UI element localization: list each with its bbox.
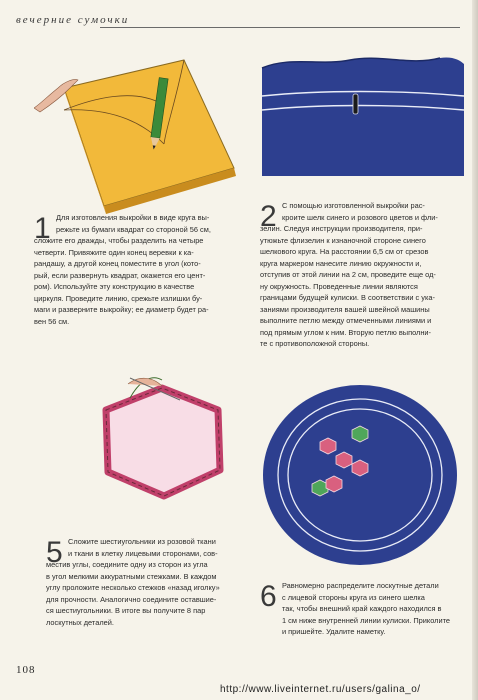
step-5	[46, 536, 246, 628]
text-line: вен 56 см.	[34, 316, 70, 326]
text-line: лоскутных деталей.	[46, 617, 114, 627]
text-line: режьте из бумаги квадрат со стороной 56 см,	[56, 224, 211, 234]
text-line: кроите шелк синего и розового цветов и фли-	[282, 212, 438, 222]
text-line: в угол мелкими аккуратными стежками. В каждом	[46, 571, 217, 581]
step-text	[260, 580, 460, 638]
text-line: С помощью изготовленной выкройки рас-	[282, 201, 425, 210]
text-line: выполните петлю между отмеченными линиями и	[260, 316, 432, 325]
text-line: те с противоположной стороны.	[260, 339, 370, 348]
text-line: с лицевой стороны круга из синего шелка	[282, 592, 425, 602]
step-number: 1	[34, 212, 51, 245]
footer-url[interactable]: http://www.liveinternet.ru/users/galina_o/	[220, 684, 421, 695]
page-number: 108	[16, 664, 36, 676]
hexagon-sewing-illustration	[70, 370, 260, 520]
step-text	[260, 200, 460, 350]
step-number: 2	[260, 200, 277, 233]
silk-circle-patchwork-illustration	[256, 380, 464, 570]
text-line: местив углы, соедините одну из сторон из угла	[46, 560, 208, 569]
text-line: Сложите шестиугольники из розовой ткани	[68, 537, 216, 546]
step-1	[34, 212, 248, 327]
text-line: рандашу, а другой конец поместите в угол (кото-	[34, 259, 201, 268]
silk-buttonhole-illustration	[260, 50, 466, 180]
section-header: вечерние сумочки	[16, 14, 130, 26]
step-number: 5	[46, 536, 63, 569]
text-line: Равномерно распределите лоскутные детали	[282, 581, 439, 590]
text-line: и ткани в клетку лицевыми сторонами, сов-	[68, 548, 218, 558]
step-number: 6	[260, 580, 277, 613]
text-line: утюжьте флизелин к изнаночной стороне синего	[260, 235, 426, 245]
text-line: круга маркером нанесите линию окружности и,	[260, 258, 422, 268]
text-line: под прямым углом к ним. Вторую петлю выполни-	[260, 327, 432, 337]
page-edge	[472, 0, 478, 700]
step-2	[260, 200, 460, 350]
text-line: маги и разверните выкройку; ее диаметр будет ра-	[34, 305, 209, 314]
text-line: рый, если развернуть квадрат, окажется его цент-	[34, 270, 206, 280]
text-line: Для изготовления выкройки в виде круга вы-	[56, 213, 210, 222]
header-rule	[100, 27, 460, 28]
text-line: 1 см ниже внутренней линии кулиски. Приколите	[282, 615, 451, 625]
text-line: ром). Используйте эту конструкцию в качестве	[34, 282, 195, 291]
text-line: заниями производителя вашей швейной машины	[260, 304, 430, 314]
step-6	[260, 580, 460, 638]
text-line: циркуля. Проведите линию, срежьте излишки бу-	[34, 293, 203, 303]
text-line: ну окружность. Проведенные линии являются	[260, 281, 418, 291]
step-text	[46, 536, 246, 628]
text-line: зелин. Следуя инструкции производителя, при-	[260, 224, 423, 233]
paper-compass-illustration	[34, 48, 246, 218]
text-line: ся шестиугольники. В итоге вы получите 8 пар	[46, 606, 206, 615]
step-text	[34, 212, 248, 327]
text-line: так, чтобы внешний край каждого находился в	[282, 604, 442, 613]
text-line: для прочности. Аналогично соедините оставшие-	[46, 594, 217, 604]
text-line: шелкового круга. На расстоянии 6,5 см от срезов	[260, 247, 429, 256]
text-line: углу проложите несколько стежков «назад иголку»	[46, 583, 220, 592]
text-line: и пришейте. Удалите наметку.	[282, 627, 386, 636]
text-line: четверти. Привяжите один конец веревки к ка-	[34, 247, 194, 257]
text-line: сложите его дважды, чтобы разделить на четыре	[34, 236, 204, 245]
text-line: отступив от этой линии на 2 см, проведите еще од-	[260, 270, 436, 279]
text-line: границами будущей кулиски. В соответствии с ука-	[260, 293, 435, 302]
